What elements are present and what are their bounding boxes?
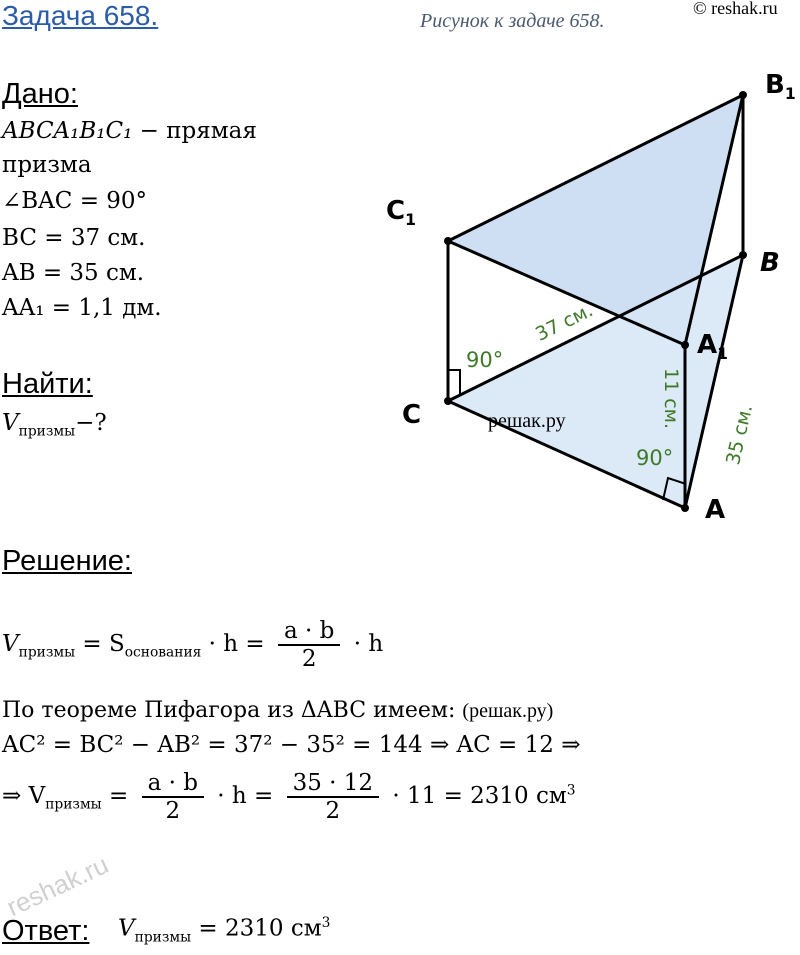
label-a: A [705,495,726,525]
given-bc: BC = 37 см. [2,225,146,251]
label-a1: $A_1$ [697,330,728,364]
label-c: C [402,400,422,430]
formula-volume: $V_{призмы} = S_{основания} \cdot h$ = $\frac{a \cdot b}{2}$ · h [2,618,384,672]
given-aa1: AA₁ = 1,1 дм. [2,295,162,321]
copyright: © reshak.ru [693,0,778,18]
angle-a-label: 90° [636,446,674,470]
watermark: reshak.ru [2,849,113,923]
label-b1: $B_1$ [765,70,796,104]
label-c1: $C_1$ [386,196,416,230]
dim-bc: 37 см. [532,299,597,346]
dim-ab: 35 см. [722,402,758,467]
v-sub: призмы [18,423,76,440]
pythagoras-text: По теореме Пифагора из ΔABC имеем: (решак.ру) [2,698,554,723]
given-angle: ∠BAC = 90° [2,188,148,214]
v-symbol: V [2,410,19,436]
right-angle-c [448,370,460,396]
given-prism-word: призма [2,152,92,178]
question: −? [75,410,107,436]
answer-heading: Ответ: [2,915,90,947]
label-b: B [760,248,780,278]
find-heading: Найти: [2,368,93,400]
dim-aa1: 11 см. [660,368,682,430]
pythagoras-watermark: (решак.ру) [462,700,554,722]
given-heading: Дано: [2,78,78,110]
formula-result: ⇒ $V_{призмы}$ = $\frac{a \cdot b}{2}$ · h = $\frac{35 \cdot 12}{2}$ · 11 = 2310 $см^3$ [2,770,576,824]
given-ab: AB = 35 см. [2,260,145,286]
prism-desc: − прямая [139,118,257,144]
answer-value: $V_{призмы} = 2310$ $см^3$ [118,915,331,946]
angle-c-label: 90° [466,348,504,372]
task-title[interactable]: Задача 658. [2,0,159,31]
prism-name: ABCA₁B₁C₁ [2,118,133,144]
fraction-ab-2: $\frac{a \cdot b}{2}$ [278,618,340,672]
figure-watermark: решак.ру [488,410,566,432]
formula-ac: AC² = BC² − AB² = 37² − 35² = 144 ⇒ AC = 12 ⇒ [2,732,581,758]
figure-caption: Рисунок к задаче 658. [420,10,605,32]
solution-heading: Решение: [2,545,132,577]
